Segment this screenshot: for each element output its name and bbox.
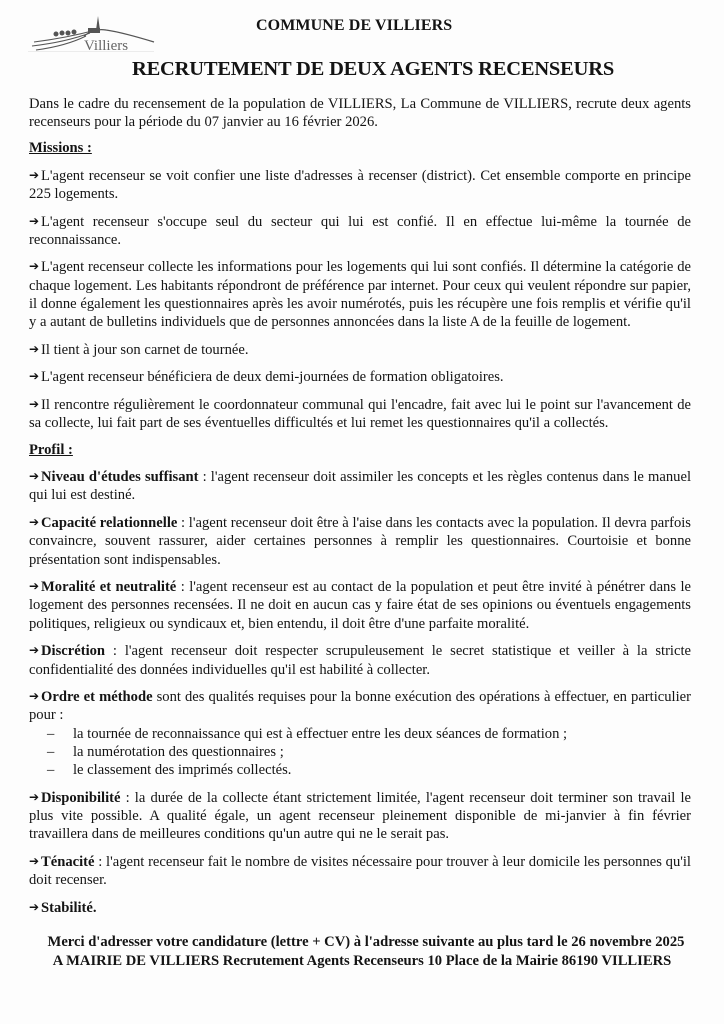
villiers-logo (26, 12, 156, 52)
commune-name: COMMUNE DE VILLIERS (256, 17, 453, 34)
arrow-right-icon: ➔ (29, 689, 40, 704)
profil-item (29, 513, 691, 569)
document-body (29, 95, 691, 917)
profil-item (29, 687, 691, 779)
profil-item (29, 852, 691, 889)
application-address: A MAIRIE DE VILLIERS Recrutement Agents Recenseurs 10 Place de la Mairie 86190 VILLIERS (52, 953, 672, 970)
profil-item (29, 577, 691, 633)
mission-item (29, 367, 691, 386)
document-header (0, 0, 724, 92)
profil-text: : l'agent recenseur doit assimiler les concepts et les règles contenus dans le manuel qui lui est destiné. (29, 469, 692, 504)
profil-text: : l'agent recenseur fait le nombre de visites nécessaire pour trouver à leur domicile les personnes qu'il doit recenser. (29, 853, 691, 889)
profil-subitem: – la numérotation des questionnaires ; (47, 743, 691, 761)
arrow-right-icon: ➔ (29, 469, 40, 484)
mission-text: L'agent recenseur s'occupe seul du secteur qui lui est confié. Il en effectue lui-même la tournée de reconnaissance. (29, 213, 691, 248)
mission-text: L'agent recenseur bénéficiera de deux demi-journées de formation obligatoires. (41, 369, 504, 386)
arrow-right-icon: ➔ (29, 341, 40, 356)
application-instructions: Merci d'adresser votre candidature (lettre + CV) à l'adresse suivante au plus tard le 26 novembre 2025 (47, 934, 685, 951)
profil-item (29, 641, 691, 678)
mission-item (29, 395, 691, 432)
profil-label: Niveau d'études suffisant (41, 469, 199, 486)
arrow-right-icon: ➔ (29, 579, 40, 594)
arrow-right-icon: ➔ (29, 397, 40, 412)
missions-heading: Missions : (29, 140, 92, 157)
profil-subitem: – la tournée de reconnaissance qui est à effectuer entre les deux séances de formation ; (47, 725, 691, 743)
profil-subitems (29, 725, 691, 780)
mission-text: L'agent recenseur collecte les informations pour les logements qui lui sont confiés. Il détermine la catégorie de chaque logement. Les habitants répondront de préférence par internet. Pour ceux qui veulent répondre sur papier, il donne également les questionnaires après les avoir numérotés, puis les récupère une fois remplis et vérifie qu'il y a autant de bulletins individuels que de personnes annoncées dans la liste A de la feuille de logement. (29, 259, 691, 331)
arrow-right-icon: ➔ (29, 213, 40, 228)
arrow-right-icon: ➔ (29, 259, 40, 274)
mission-item (29, 212, 691, 249)
mission-text: Il tient à jour son carnet de tournée. (41, 341, 249, 358)
arrow-right-icon: ➔ (29, 369, 40, 384)
mission-text: Il rencontre régulièrement le coordonnateur communal qui l'encadre, fait avec lui le point sur l'avancement de sa collecte, lui fait part de ses éventuelles difficultés et lui remet les questionnaires qu'il a collectés. (29, 397, 691, 432)
arrow-right-icon: ➔ (29, 853, 40, 868)
arrow-right-icon: ➔ (29, 899, 40, 914)
mission-item (29, 257, 691, 331)
profil-item (29, 898, 691, 917)
profil-label: Disponibilité (41, 789, 121, 806)
profil-list (29, 467, 691, 917)
arrow-right-icon: ➔ (29, 167, 40, 182)
mission-text: L'agent recenseur se voit confier une liste d'adresses à recenser (district). Cet ensemble comporte en principe 225 logements. (29, 167, 691, 202)
profil-text: : l'agent recenseur est au contact de la population et peut être invité à pénétrer dans le logement des personnes recensées. Il ne doit en aucun cas y faire état de ses opinions ou éventuels engagements politiques, religieux ou syndicaux et, bien entendu, il doit être d'une parfaite moralité. (29, 579, 691, 632)
intro-paragraph: Dans le cadre du recensement de la population de VILLIERS, La Commune de VILLIERS, recrute deux agents recenseurs pour la période du 07 janvier au 16 février 2026. (29, 96, 691, 131)
profil-label: Ordre et méthode (41, 689, 153, 706)
profil-text: : la durée de la collecte étant strictement limitée, l'agent recenseur doit terminer son travail le plus vite possible. A qualité égale, un agent recenseur pleinement disponible de mi-janvier à fin février travaillera dans de meilleures conditions qu'un autre qui ne le serait pas. (29, 789, 691, 843)
profil-label: Ténacité (41, 853, 95, 870)
profil-subitem: – le classement des imprimés collectés. (47, 761, 691, 779)
arrow-right-icon: ➔ (29, 789, 40, 804)
closing-block (0, 933, 724, 991)
arrow-right-icon: ➔ (29, 515, 40, 530)
profil-label: Stabilité. (41, 899, 97, 916)
profil-text: sont des qualités requises pour la bonne exécution des opérations à effectuer, en particulier pour : (29, 689, 691, 724)
profil-text: : l'agent recenseur doit respecter scrupuleusement le secret statistique et veiller à la stricte confidentialité des données individuelles qu'il est habilité à collecter. (29, 643, 691, 678)
profil-item (29, 467, 691, 504)
mission-item (29, 166, 691, 203)
profil-label: Capacité relationnelle (41, 515, 178, 532)
arrow-right-icon: ➔ (29, 643, 40, 658)
mission-item (29, 340, 691, 359)
profil-label: Moralité et neutralité (41, 579, 177, 596)
profil-label: Discrétion (41, 643, 106, 660)
profil-item (29, 788, 691, 844)
profil-heading: Profil : (29, 442, 73, 459)
logo-wordmark: Villiers (84, 38, 129, 52)
profil-text: : l'agent recenseur doit être à l'aise dans les contacts avec la population. Il devra parfois convaincre, souvent rassurer, aider certaines personnes à remplir les questionnaires. Courtoisie et bonne présentation sont indispensables. (29, 515, 691, 568)
page-title: RECRUTEMENT DE DEUX AGENTS RECENSEURS (131, 58, 615, 80)
missions-list (29, 166, 691, 433)
